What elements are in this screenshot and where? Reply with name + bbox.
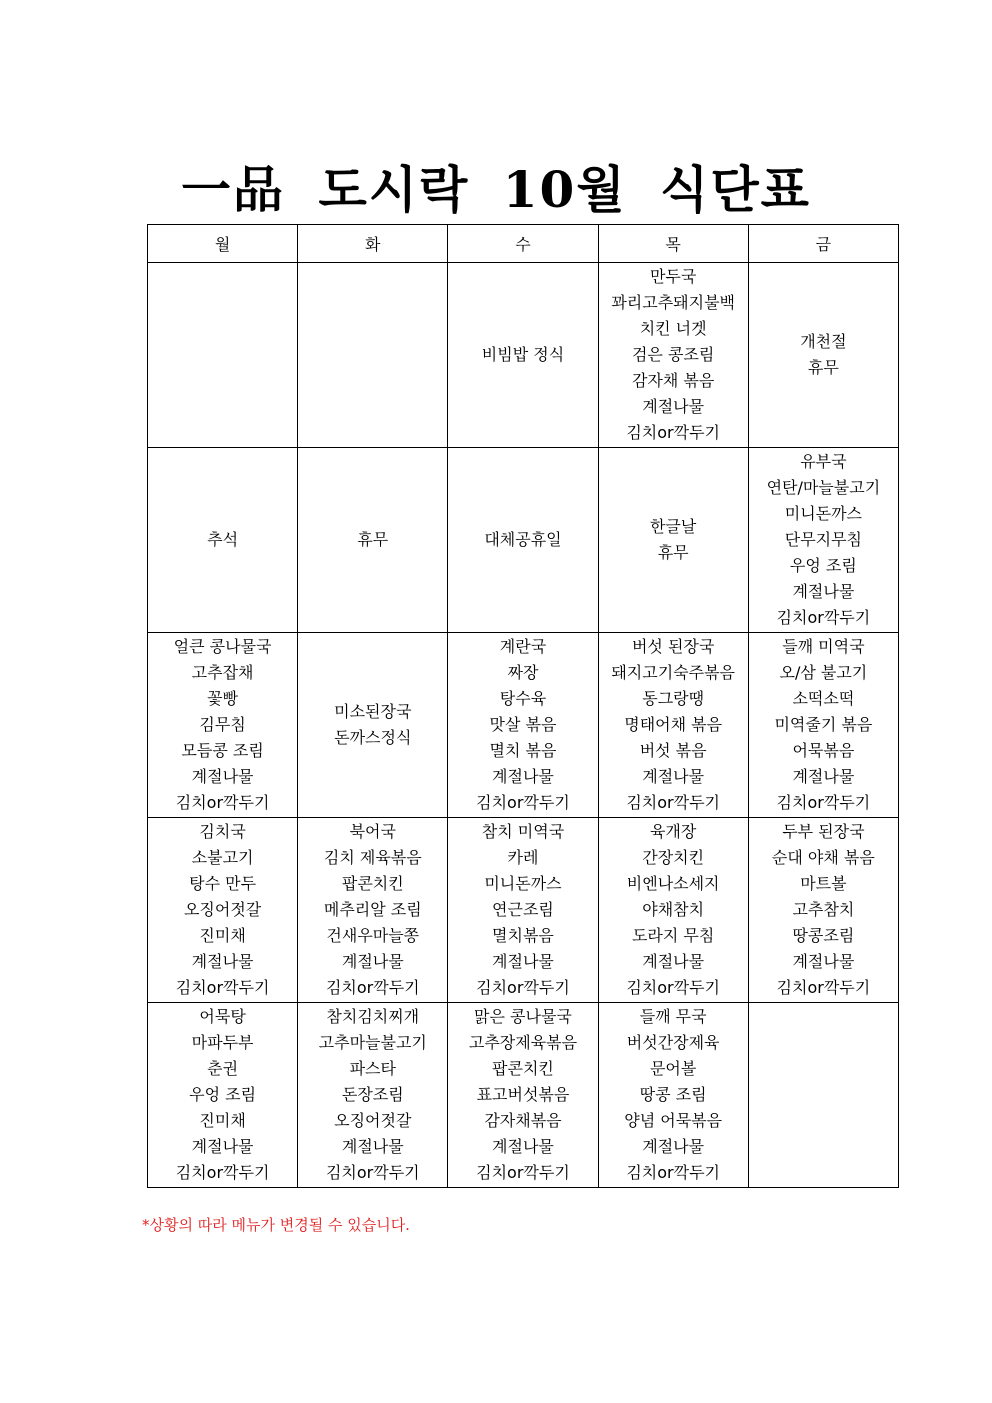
menu-item: 멸치 볶음 [489,741,557,760]
menu-cell-mon [148,263,298,448]
week-row [148,263,899,448]
menu-item: 팝콘치킨 [341,874,404,893]
menu-item: 간장치킨 [642,848,705,867]
menu-item: 계절나물 [341,952,404,971]
day-header-thu: 목 [598,225,748,263]
menu-item: 돈장조림 [341,1085,404,1104]
menu-cell-thu [598,263,748,448]
day-header-fri: 금 [748,225,898,263]
menu-item: 김치or깍두기 [626,1163,720,1182]
change-notice: *상황의 따라 메뉴가 변경될 수 있습니다. [142,1216,410,1234]
menu-cell-thu [598,1003,748,1188]
menu-item: 오/삼 불고기 [779,663,868,682]
menu-item: 김치or깍두기 [476,793,570,812]
menu-item: 버섯간장제육 [626,1033,720,1052]
menu-cell-wed [448,263,598,448]
menu-body [148,263,899,1188]
menu-item: 김치or깍두기 [776,978,871,997]
menu-item: 탕수육 [499,689,547,708]
menu-item: 소불고기 [191,848,254,867]
menu-item: 고추장제육볶음 [468,1033,578,1052]
menu-cell-tue [298,263,448,448]
header-row [148,225,899,263]
menu-item: 육개장 [649,822,697,841]
menu-item: 미니돈까스 [484,874,562,893]
menu-item: 휴무 [657,543,689,562]
menu-item: 파스타 [349,1059,396,1078]
menu-item: 순대 야채 볶음 [771,848,875,867]
menu-item: 연탄/마늘불고기 [766,478,881,497]
menu-item: 감자채 볶음 [631,371,715,390]
menu-item: 돼지고기숙주볶음 [611,663,735,682]
week-row [148,1003,899,1188]
menu-item: 대체공휴일 [484,530,562,549]
menu-item: 돈까스정식 [334,728,412,747]
menu-cell-fri [748,263,898,448]
menu-item: 진미채 [199,1111,246,1130]
menu-item: 들깨 미역국 [782,637,865,656]
menu-cell-thu [598,633,748,818]
menu-item: 계절나물 [642,767,705,786]
menu-item: 김치or깍두기 [175,978,270,997]
menu-cell-mon [148,633,298,818]
menu-item: 버섯 볶음 [639,741,707,760]
menu-item: 김치국 [199,822,246,841]
menu-item: 계절나물 [792,767,855,786]
menu-item: 계란국 [499,637,547,656]
menu-item: 도라지 무침 [631,926,715,945]
menu-item: 비빔밥 정식 [481,345,565,364]
day-header-tue: 화 [298,225,448,263]
menu-item: 참치 미역국 [481,822,565,841]
menu-item: 탕수 만두 [189,874,257,893]
menu-item: 계절나물 [492,767,554,786]
menu-item: 김치or깍두기 [325,978,420,997]
menu-item: 미니돈까스 [784,504,863,523]
menu-item: 춘권 [207,1059,239,1078]
menu-cell-mon [148,448,298,633]
menu-item: 북어국 [349,822,396,841]
menu-item: 미역줄기 볶음 [774,715,873,734]
menu-item: 개천절 [800,332,847,351]
menu-item: 들깨 무국 [639,1007,707,1026]
menu-item: 마파두부 [191,1033,254,1052]
menu-cell-mon [148,1003,298,1188]
menu-cell-wed [448,818,598,1003]
menu-item: 김치or깍두기 [626,793,720,812]
menu-item: 참치김치찌개 [326,1007,420,1026]
menu-item: 계절나물 [341,1137,404,1156]
menu-item: 두부 된장국 [782,822,865,841]
menu-item: 추석 [207,530,239,549]
menu-item: 미소된장국 [334,702,412,721]
menu-item: 오징어젓갈 [334,1111,412,1130]
menu-item: 짜장 [507,663,539,682]
menu-cell-tue [298,1003,448,1188]
menu-item: 멸치볶음 [492,926,554,945]
menu-item: 땅콩 조림 [639,1085,707,1104]
menu-cell-thu [598,448,748,633]
menu-item: 김치or깍두기 [175,1163,270,1182]
menu-item: 김치or깍두기 [476,978,570,997]
menu-item: 계절나물 [792,582,855,601]
menu-cell-wed [448,448,598,633]
page-title: 一品 도시락 10월 식단표 [181,160,811,219]
menu-item: 카레 [507,848,539,867]
menu-item: 김치or깍두기 [776,608,871,627]
menu-item: 맑은 콩나물국 [474,1007,572,1026]
menu-item: 양념 어묵볶음 [624,1111,723,1130]
menu-item: 김치or깍두기 [626,423,720,442]
menu-cell-fri [748,818,898,1003]
menu-item: 계절나물 [642,397,705,416]
menu-item: 맛살 볶음 [489,715,557,734]
menu-item: 계절나물 [792,952,855,971]
menu-item: 계절나물 [191,1137,254,1156]
menu-item: 휴무 [807,358,839,377]
menu-item: 단무지무침 [784,530,863,549]
menu-item: 비엔나소세지 [626,874,720,893]
menu-item: 진미채 [199,926,246,945]
menu-item: 오징어젓갈 [183,900,262,919]
menu-cell-tue [298,448,448,633]
menu-cell-fri [748,448,898,633]
menu-cell-wed [448,633,598,818]
menu-item: 검은 콩조림 [631,345,715,364]
menu-item: 어묵탕 [199,1007,246,1026]
menu-item: 한글날 [649,517,697,536]
menu-item: 메추리알 조림 [323,900,422,919]
menu-item: 휴무 [357,530,389,549]
menu-item: 문어볼 [649,1059,697,1078]
menu-item: 얼큰 콩나물국 [173,637,272,656]
menu-item: 김치or깍두기 [776,793,871,812]
menu-table [147,224,899,1188]
menu-item: 계절나물 [642,1137,705,1156]
menu-cell-fri [748,1003,898,1188]
menu-cell-wed [448,1003,598,1188]
menu-cell-thu [598,818,748,1003]
menu-item: 김무침 [199,715,246,734]
menu-item: 우엉 조림 [189,1085,257,1104]
menu-item: 버섯 된장국 [631,637,715,656]
menu-cell-fri [748,633,898,818]
menu-item: 계절나물 [492,1137,554,1156]
menu-item: 계절나물 [642,952,705,971]
menu-cell-mon [148,818,298,1003]
menu-item: 꽃빵 [207,689,239,708]
menu-item: 계절나물 [492,952,554,971]
menu-item: 표고버섯볶음 [476,1085,570,1104]
menu-item: 고추참치 [792,900,855,919]
menu-item: 땅콩조림 [792,926,855,945]
menu-item: 꽈리고추돼지불백 [611,293,735,312]
menu-item: 김치 제육볶음 [323,848,422,867]
menu-item: 김치or깍두기 [175,793,270,812]
week-row [148,448,899,633]
menu-item: 팝콘치킨 [492,1059,554,1078]
menu-item: 마트볼 [800,874,847,893]
menu-cell-tue [298,633,448,818]
week-row [148,633,899,818]
menu-item: 고추잡채 [191,663,254,682]
menu-item: 연근조림 [492,900,554,919]
day-header-mon: 월 [148,225,298,263]
menu-item: 명태어채 볶음 [624,715,723,734]
menu-item: 야채참치 [642,900,705,919]
menu-item: 고추마늘불고기 [318,1033,427,1052]
menu-item: 김치or깍두기 [325,1163,420,1182]
menu-item: 동그랑땡 [642,689,705,708]
menu-item: 만두국 [649,267,697,286]
day-header-wed: 수 [448,225,598,263]
menu-item: 계절나물 [191,952,254,971]
menu-item: 건새우마늘쫑 [326,926,420,945]
menu-item: 모듬콩 조림 [181,741,264,760]
menu-item: 김치or깍두기 [476,1163,570,1182]
menu-item: 치킨 너겟 [639,319,707,338]
menu-item: 유부국 [800,452,847,471]
menu-item: 김치or깍두기 [626,978,720,997]
menu-cell-tue [298,818,448,1003]
menu-item: 감자채볶음 [484,1111,562,1130]
week-row [148,818,899,1003]
menu-item: 우엉 조림 [789,556,857,575]
menu-item: 계절나물 [191,767,254,786]
menu-item: 소떡소떡 [792,689,855,708]
menu-item: 어묵볶음 [792,741,855,760]
